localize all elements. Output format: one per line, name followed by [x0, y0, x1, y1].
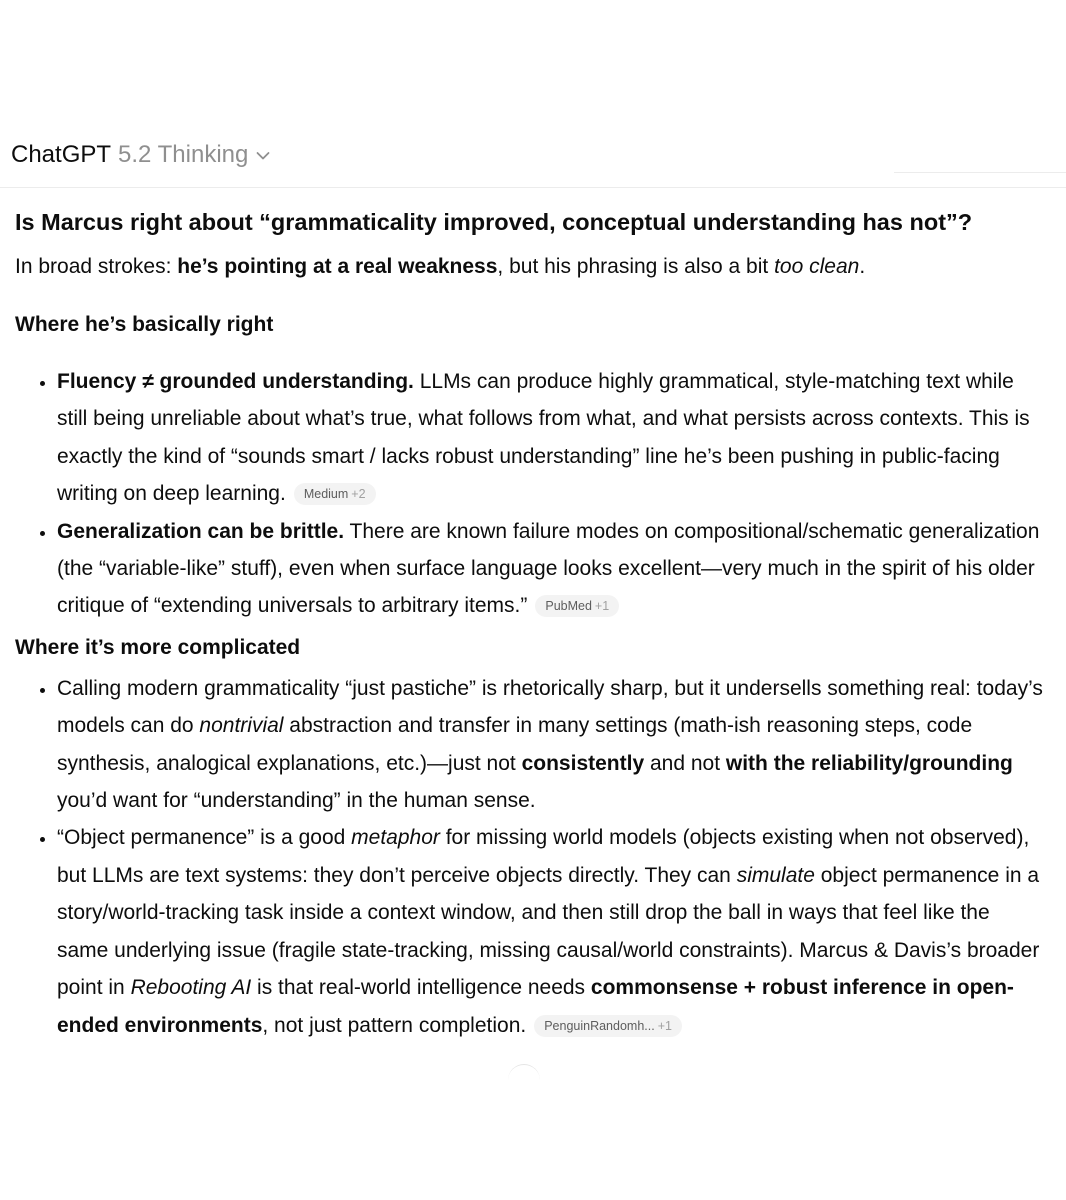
model-switcher[interactable]: [11, 140, 270, 170]
response-title: Is Marcus right about “grammaticality improved, conceptual understanding has not”?: [15, 209, 973, 235]
app-name: ChatGPT: [11, 141, 112, 168]
chevron-down-icon: [256, 151, 270, 161]
section-heading-complicated: Where it’s more complicated: [15, 635, 301, 659]
scroll-down-button[interactable]: [508, 1064, 540, 1081]
intro-paragraph: In broad strokes: he’s pointing at a real weakness, but his phrasing is also a bit too clean.: [15, 255, 866, 278]
bullet-list-complicated: [15, 670, 1045, 1044]
citation-pill[interactable]: PenguinRandomh... +1: [534, 1015, 682, 1037]
list-item: • “Object permanence” is a good metaphor for missing world models (objects existing when not observed), but LLMs are text systems: they don’t perceive objects directly. They can simulate object permanence in a story/world-tracking task inside a context window, and then still drop the ball in ways that feel like the same underlying issue (fragile state-tracking, missing causal/world constraints). Marcus & Davis’s broader point in Rebooting AI is that real-world intelligence needs commonsense + robust inference in open-ended environments, not just pattern completion. PenguinRandomh... +1: [57, 819, 1045, 1043]
citation-pill[interactable]: Medium +2: [294, 483, 376, 505]
model-version: 5.2 Thinking: [118, 141, 249, 168]
citation-pill[interactable]: PubMed +1: [535, 595, 619, 617]
list-item: • Generalization can be brittle. There are known failure modes on compositional/schematic generalization (the “variable-like” stuff), even when surface language looks excellent—very much in the spirit of his older critique of “extending universals to arbitrary items.” PubMed +1: [57, 513, 1045, 625]
list-item: • Calling modern grammaticality “just pastiche” is rhetorically sharp, but it undersells something real: today’s models can do nontrivial abstraction and transfer in many settings (math-ish reasoning steps, code synthesis, analogical explanations, etc.)—just not consistently and not with the reliability/grounding you’d want for “understanding” in the human sense.: [57, 670, 1045, 820]
header-divider: [894, 172, 1066, 173]
chat-header: [0, 136, 1066, 188]
section-heading-right: Where he’s basically right: [15, 313, 274, 336]
list-item: • Fluency ≠ grounded understanding. LLMs can produce highly grammatical, style-matching text while still being unreliable about what’s true, what follows from what, and what persists across contexts. This is exactly the kind of “sounds smart / lacks robust understanding” line he’s been pushing in public-facing writing on deep learning. Medium +2: [57, 363, 1045, 513]
bullet-list-right: [15, 363, 1045, 625]
assistant-message: [15, 204, 1045, 1044]
